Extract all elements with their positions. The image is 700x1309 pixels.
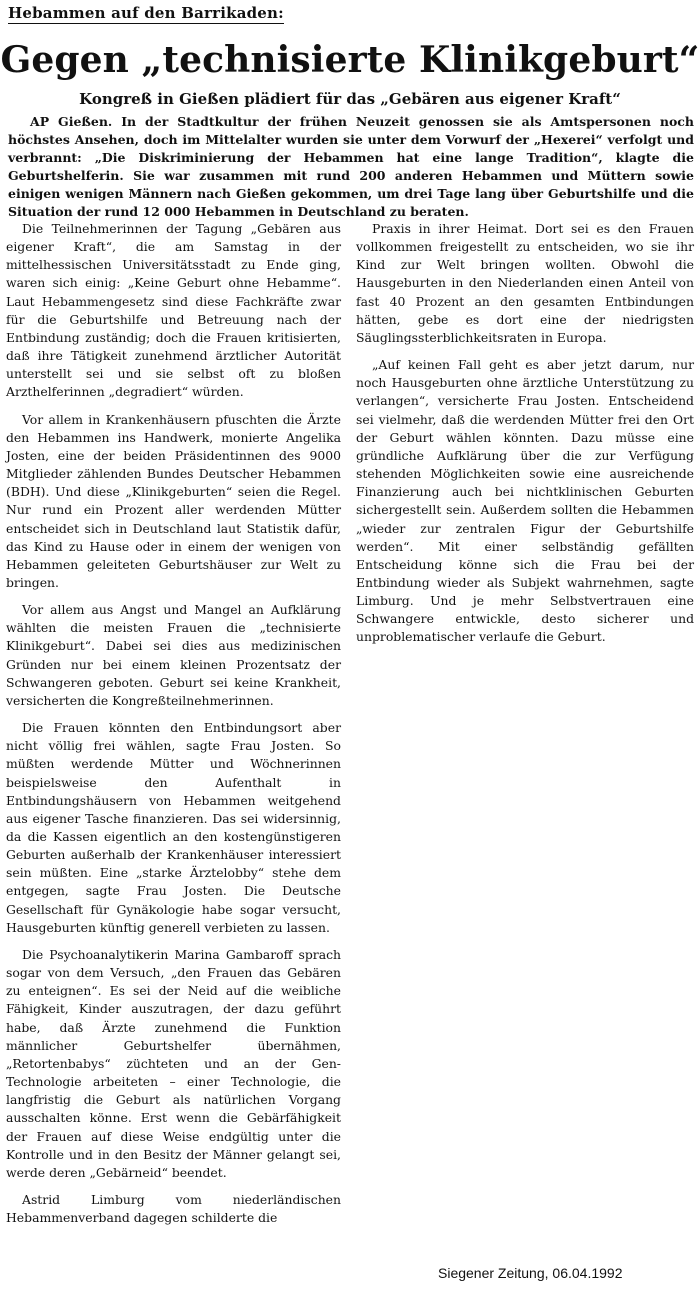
- article-column-right: [356, 220, 694, 647]
- article-headline: Gegen „technisierte Klinikgeburt“: [0, 39, 700, 81]
- article-lead: AP Gießen. In der Stadtkultur der frühen Neuzeit genossen sie als Amtspersonen noch höchstes Ansehen, doch im Mittelalter wurden sie unter dem Vorwurf der „Hexerei“ verfolgt und verbrannt: „Die Diskriminierung der Hebammen hat eine lange Tradition“, klagte die Geburtshelferin. Sie war zusammen mit rund 200 anderen Hebammen und Müttern sowie einigen wenigen Männern nach Gießen gekommen, um drei Tage lang über Geburtshilfe und die Situation der rund 12 000 Hebammen in Deutschland zu beraten.: [8, 114, 694, 219]
- paragraph: Die Teilnehmerinnen der Tagung „Gebären aus eigener Kraft“, die am Samstag in der mittelhessischen Universitätsstadt zu Ende ging, waren sich einig: „Keine Geburt ohne Hebamme“. Laut Hebammengesetz sind diese Fachkräfte zwar für die Geburtshilfe und Betreuung nach der Entbindung zuständig; doch die Frauen kritisierten, daß ihre Tätigkeit zunehmend ärztlicher Autorität unterstellt sei und sie selbst oft zu bloßen Arzthelferinnen „degradiert“ würden.: [6, 221, 341, 400]
- paragraph: „Auf keinen Fall geht es aber jetzt darum, nur noch Hausgeburten ohne ärztliche Unterstützung zu verlangen“, versicherte Frau Josten. Entscheidend sei vielmehr, daß die werdenden Mütter frei den Ort der Geburt wählen könnten. Dazu müsse eine gründliche Aufklärung über die zur Verfügung stehenden Möglichkeiten sowie eine ausreichende Finanzierung auch bei nichtklinischen Geburten sichergestellt sein. Außerdem sollten die Hebammen „wieder zur zentralen Figur der Geburtshilfe werden“. Mit einer selbständig gefällten Entscheidung könne sich die Frau bei der Entbindung wieder als Subjekt wahrnehmen, sagte Limburg. Und je mehr Selbstvertrauen eine Schwangere entwickle, desto sicherer und unproblematischer verlaufe die Geburt.: [356, 357, 694, 645]
- source-citation: Siegener Zeitung, 06.04.1992: [438, 1265, 623, 1281]
- paragraph: Die Psychoanalytikerin Marina Gambaroff sprach sogar von dem Versuch, „den Frauen das Gebären zu enteignen“. Es sei der Neid auf die weibliche Fähigkeit, Kinder auszutragen, der dazu geführt habe, daß Ärzte zunehmend die Funktion männlicher Geburtshelfer übernähmen, „Retortenbabys“ züchteten und an der Gen-Technologie arbeiteten – einer Technologie, die langfristig die Geburt als natürlichen Vorgang ausschalten könne. Erst wenn die Gebärfähigkeit der Frauen auf diese Weise endgültig unter die Kontrolle und in den Besitz der Männer gelangt sei, werde deren „Gebärneid“ beendet.: [6, 946, 341, 1180]
- paragraph: Praxis in ihrer Heimat. Dort sei es den Frauen vollkommen freigestellt zu entscheiden, wo sie ihr Kind zur Welt bringen wollten. Obwohl die Hausgeburten in den Niederlanden einen Anteil von fast 40 Prozent an den gesamten Entbindungen hätten, gebe es dort eine der niedrigsten Säuglingssterblichkeitsraten in Europa.: [356, 221, 694, 345]
- paragraph: Vor allem aus Angst und Mangel an Aufklärung wählten die meisten Frauen die „technisierte Klinikgeburt“. Dabei sei dies aus medizinischen Gründen nur bei einem kleinen Prozentsatz der Schwangeren geboten. Geburt sei keine Krankheit, versicherten die Kongreßteilnehmerinnen.: [6, 602, 341, 708]
- article-column-left: [6, 220, 341, 1227]
- paragraph: Astrid Limburg vom niederländischen Hebammenverband dagegen schilderte die: [6, 1191, 341, 1226]
- paragraph: Vor allem in Krankenhäusern pfuschten die Ärzte den Hebammen ins Handwerk, monierte Angelika Josten, eine der beiden Präsidentinnen des 9000 Mitglieder zählenden Bundes Deutscher Hebammen (BDH). Und diese „Klinikgeburten“ seien die Regel. Nur rund ein Prozent aller werdenden Mütter entscheidet sich in Deutschland laut Statistik dafür, das Kind zu Hause oder in einem der wenigen von Hebammen geleiteten Geburtshäuser zur Welt zu bringen.: [6, 411, 341, 590]
- article-subheadline: Kongreß in Gießen plädiert für das „Gebären aus eigener Kraft“: [79, 90, 621, 108]
- paragraph: Die Frauen könnten den Entbindungsort aber nicht völlig frei wählen, sagte Frau Josten. So müßten werdende Mütter und Wöchnerinnen beispielsweise den Aufenthalt in Entbindungshäusern von Hebammen weitgehend aus eigener Tasche finanzieren. Das sei widersinnig, da die Kassen eigentlich an den kostengünstigeren Geburten außerhalb der Krankenhäuser interessiert sein müßten. Eine „starke Ärztelobby“ stehe dem entgegen, sagte Frau Josten. Die Deutsche Gesellschaft für Gynäkologie habe sogar versucht, Hausgeburten künftig generell verbieten zu lassen.: [6, 720, 341, 935]
- article-kicker: Hebammen auf den Barrikaden:: [8, 4, 284, 22]
